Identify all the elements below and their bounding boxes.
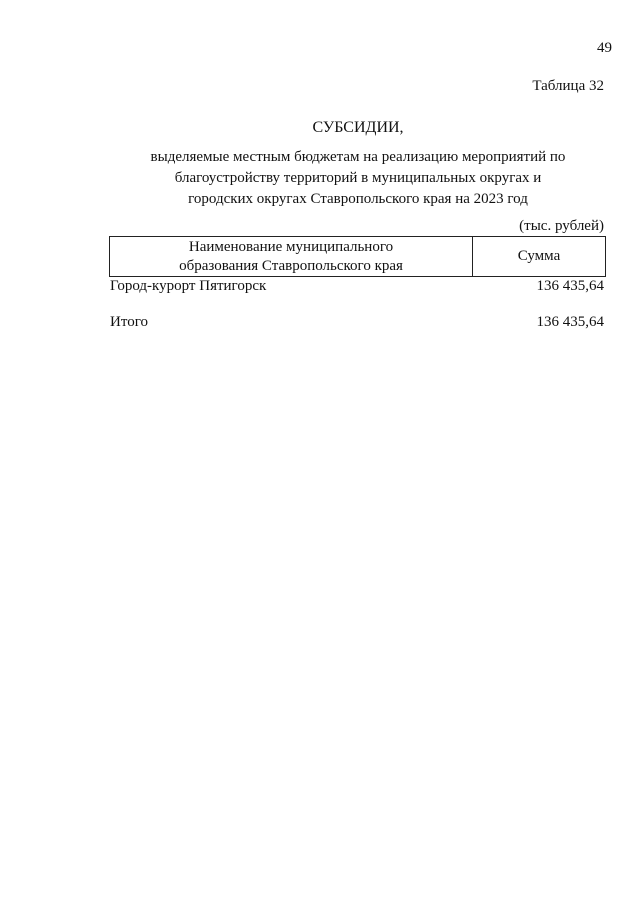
subtitle-line-2: благоустройству территорий в муниципальных округах и [174, 170, 542, 186]
row-municipality-name: Город-курорт Пятигорск [110, 278, 267, 294]
total-row [110, 314, 604, 331]
column-header-name [110, 237, 473, 276]
column-header-name-line-1: Наименование муниципального [188, 238, 394, 255]
table-header [109, 236, 606, 277]
table-label: Таблица 32 [532, 78, 604, 94]
units-label: (тыс. рублей) [519, 218, 604, 234]
column-header-name-line-2: образования Ставропольского края [179, 257, 403, 274]
total-label: Итого [110, 314, 148, 330]
document-subtitle [0, 147, 640, 210]
column-header-sum: Сумма [517, 248, 561, 264]
document-title: СУБСИДИИ, [312, 119, 404, 136]
subtitle-line-1: выделяемые местным бюджетам на реализацию мероприятий по [150, 149, 566, 165]
subtitle-line-3: городских округах Ставропольского края на 2023 год [188, 191, 528, 207]
total-sum-value: 136 435,64 [536, 314, 604, 330]
page-number: 49 [597, 40, 612, 56]
table-row [110, 278, 604, 295]
row-sum-value: 136 435,64 [536, 278, 604, 294]
